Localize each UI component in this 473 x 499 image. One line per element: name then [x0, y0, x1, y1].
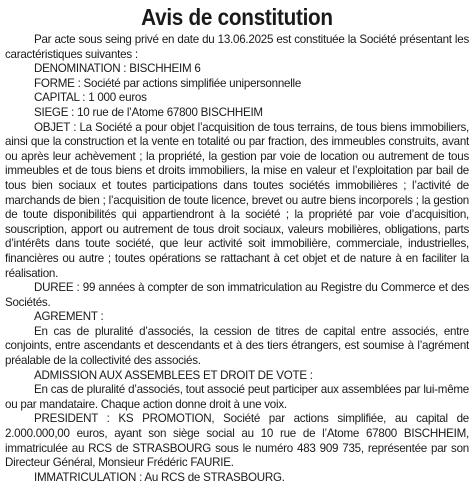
intro-paragraph: Par acte sous seing privé en date du 13.06.2025 est constituée la Société présentant les caractéristiques suivantes :	[5, 33, 469, 61]
notice-body	[5, 33, 469, 485]
forme-line: FORME : Société par actions simplifiée unipersonnelle	[34, 76, 302, 90]
siege-line: SIEGE : 10 rue de l’Atome 67800 BISCHHEIM	[34, 105, 263, 119]
immatriculation-line: IMMATRICULATION : Au RCS de STRASBOURG.	[34, 470, 285, 484]
admission-heading: ADMISSION AUX ASSEMBLEES ET DROIT DE VOTE :	[34, 368, 313, 382]
capital-line: CAPITAL : 1 000 euros	[34, 91, 147, 105]
agrement-paragraph: En cas de pluralité d’associés, la cession de titres de capital entre associés, entre conjoints, entre ascendants et descendants et à des tiers étrangers, est soumise à l’agrément préalable de la collectivité des associés.	[5, 324, 469, 368]
objet-paragraph: OBJET : La Société a pour objet l’acquisition de tous terrains, de tous biens immobiliers, ainsi que la construction et la vente en totalité ou par fraction, des immeubles construits, avant ou après leur achèvement ; la propriété, la gestion par voie de location ou autrement de tous immeubles et de tous biens et droits immobiliers, la mise en valeur et l’exploitation par bail de tous bien sociaux et toutes participations dans toutes sociétés immobilières ; l’activité de marchands de bien ; l’acquisition de toute licence, brevet ou autre biens incorporels ; la gestion de toute disponibilités qui appartiendront à la société ; la propriété par voie d’acquisition, souscription, apport ou autrement de tous droit sociaux, valeurs mobilières, obligations, parts d’intérêts dans toute société, que leur activité soit immobilière, commerciale, industrielles, financières ou autre ; toutes opérations se rattachant à cet objet et de nature à en faciliter la réalisation.	[5, 120, 469, 280]
president-paragraph: PRESIDENT : KS PROMOTION, Société par actions simplifiée, au capital de 2.000.000,00 euros, ayant son siège social au 10 rue de l’Atome 67800 BISCHHEIM, immatriculée au RCS de STRASBOURG sous le numéro 483 909 735, représentée par son Directeur Général, Monsieur Frédéric FAURIE.	[5, 412, 469, 470]
denomination-line: DENOMINATION : BISCHHEIM 6	[34, 62, 201, 76]
duree-paragraph: DUREE : 99 années à compter de son immatriculation au Registre du Commerce et des Sociétés.	[5, 281, 469, 309]
notice-title: Avis de constitution	[141, 4, 333, 30]
admission-paragraph: En cas de pluralité d’associés, tout associé peut participer aux assemblées par lui-même ou par mandataire. Chaque action donne droit à une voix.	[5, 383, 469, 411]
agrement-heading: AGREMENT :	[34, 310, 104, 324]
